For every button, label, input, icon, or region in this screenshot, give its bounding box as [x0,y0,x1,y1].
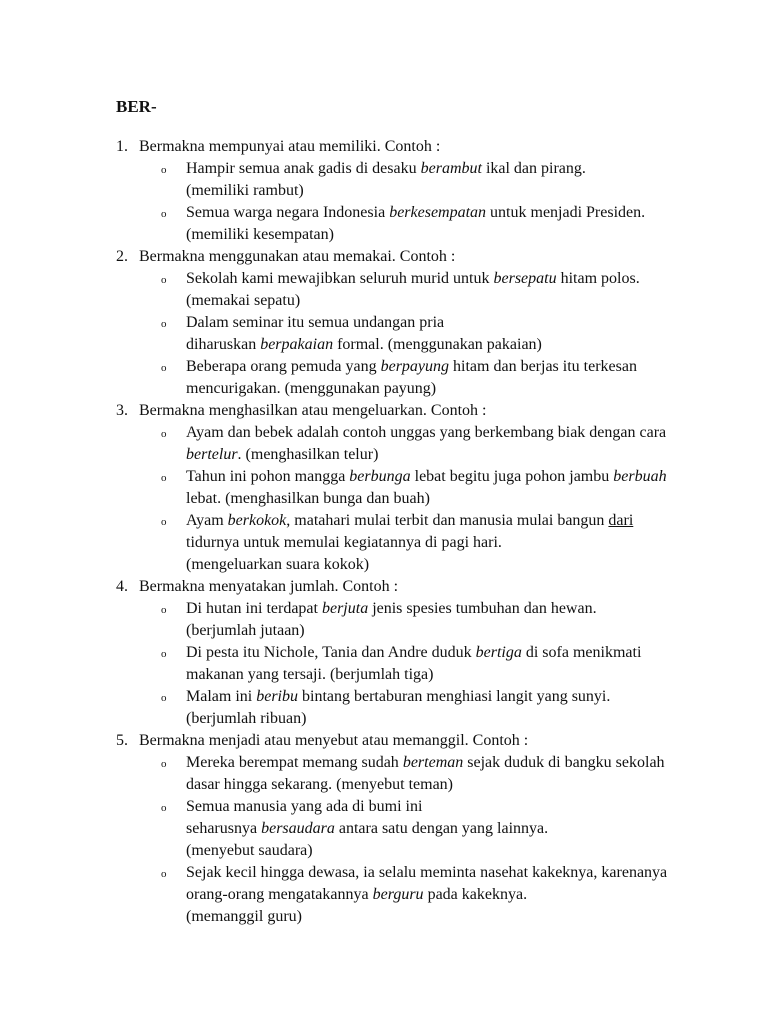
section-3 [116,400,696,576]
example-text-part: Malam ini [186,688,257,705]
document-heading: BER- [116,97,157,116]
example-keyword: bertiga [475,644,522,661]
bullet-icon: o [161,692,167,704]
example-text-part: bintang bertaburan menghiasi langit yang sunyi. [298,688,611,705]
example-text-part: untuk menjadi Presiden. (memiliki kesempatan) [186,204,646,243]
bullet-icon: o [161,472,167,484]
example-text [186,798,548,859]
example-keyword: bersepatu [493,270,557,287]
example-keyword: berteman [402,754,464,771]
example-list [116,598,696,730]
example-text [186,864,667,925]
section-2 [116,246,696,400]
example-keyword: berambut [420,160,482,177]
example-item [116,268,672,312]
example-text-part: Tahun ini pohon mangga [186,468,350,485]
example-text-part: hitam polos. (memakai sepatu) [186,270,640,309]
example-item [116,422,672,466]
example-item [116,466,672,510]
bullet-icon: o [161,868,167,880]
section-2-line [116,246,696,268]
example-text-part: Ayam dan bebek adalah contoh unggas yang berkembang biak dengan cara [186,424,667,441]
example-text [186,358,637,397]
bullet-icon: o [161,208,167,220]
bullet-icon: o [161,648,167,660]
section-5 [116,730,696,928]
example-text-part: seharusnya [186,820,262,837]
section-number: 5. [116,732,128,749]
bullet-icon: o [161,516,167,528]
example-keyword: berkesempatan [389,204,487,221]
bullet-icon: o [161,362,167,374]
example-text-part: jenis spesies tumbuhan dan hewan. [368,600,597,617]
example-text-part: Ayam [186,512,228,529]
example-text-part: , matahari mulai terbit dan manusia mulai bangun [286,512,609,529]
example-keyword: berbunga [349,468,411,485]
example-text-part: Dalam seminar itu semua undangan pria [186,314,445,331]
example-note: (memiliki rambut) [186,182,304,199]
example-note: (berjumlah ribuan) [186,710,307,727]
example-text-part: lebat. (menghasilkan bunga dan buah) [186,490,430,507]
example-text-part: diharuskan [186,336,261,353]
example-text-part: lebat begitu juga pohon jambu [410,468,614,485]
bullet-icon: o [161,428,167,440]
example-item [116,356,672,400]
example-keyword: beribu [256,688,298,705]
example-text-part: Beberapa orang pemuda yang [186,358,381,375]
section-title: Bermakna menggunakan atau memakai. Contoh : [139,248,456,265]
example-text [186,512,633,573]
bullet-icon: o [161,604,167,616]
bullet-icon: o [161,758,167,770]
example-keyword: berjuta [321,600,369,617]
example-text [186,270,640,309]
example-list [116,268,696,400]
section-title: Bermakna menjadi atau menyebut atau memanggil. Contoh : [139,732,529,749]
section-title: Bermakna menyatakan jumlah. Contoh : [139,578,399,595]
example-keyword: bertelur [186,446,238,463]
example-item [116,510,672,576]
example-item [116,862,672,928]
section-number: 1. [116,138,128,155]
example-text-part: hitam dan berjas itu terkesan mencurigakan. (menggunakan payung) [186,358,637,397]
example-item [116,796,672,862]
example-text-part: sejak duduk di bangku sekolah dasar hingga sekarang. (menyebut teman) [186,754,665,793]
example-item [116,202,672,246]
example-text [186,314,542,353]
example-text-part: Hampir semua anak gadis di desaku [186,160,421,177]
hyperlink-text[interactable]: dari [608,512,634,529]
section-number: 2. [116,248,128,265]
section-4 [116,576,696,730]
example-text [186,424,666,463]
example-text [186,644,641,683]
section-1 [116,136,696,246]
example-text-part: . (menghasilkan telur) [237,446,379,463]
example-text-part: Di hutan ini terdapat [186,600,322,617]
example-list [116,752,696,928]
meaning-list [116,136,696,928]
example-text-part: Sejak kecil hingga dewasa, ia selalu meminta nasehat kakeknya, karenanya orang-orang mengatakannya [186,864,668,903]
example-note: (menyebut saudara) [186,842,313,859]
example-text [186,600,597,639]
example-text-part: pada kakeknya. [423,886,528,903]
section-1-line [116,136,696,158]
section-number: 4. [116,578,128,595]
example-text [186,160,586,199]
example-keyword: berguru [372,886,424,903]
section-title: Bermakna menghasilkan atau mengeluarkan. Contoh : [139,402,487,419]
section-title: Bermakna mempunyai atau memiliki. Contoh : [139,138,441,155]
example-text-part: Semua manusia yang ada di bumi ini [186,798,423,815]
example-text-part: Semua warga negara Indonesia [186,204,390,221]
example-text-part: Di pesta itu Nichole, Tania dan Andre duduk [186,644,476,661]
example-text-part: formal. (menggunakan pakaian) [333,336,542,353]
example-keyword: berpayung [380,358,450,375]
section-3-line [116,400,696,422]
example-text-part: Sekolah kami mewajibkan seluruh murid untuk [186,270,494,287]
bullet-icon: o [161,318,167,330]
example-text-part: tidurnya untuk memulai kegiatannya di pagi hari. [186,534,502,551]
example-keyword: berbuah [613,468,667,485]
example-item [116,312,672,356]
example-text [186,754,665,793]
example-text [186,688,610,727]
example-text-part: di sofa menikmati makanan yang tersaji. (berjumlah tiga) [186,644,642,683]
example-text [186,204,645,243]
example-text [186,468,667,507]
bullet-icon: o [161,164,167,176]
bullet-icon: o [161,274,167,286]
example-note: (berjumlah jutaan) [186,622,305,639]
example-item [116,686,672,730]
bullet-icon: o [161,802,167,814]
example-text-part: antara satu dengan yang lainnya. [334,820,549,837]
section-4-line [116,576,696,598]
example-item [116,642,672,686]
section-5-line [116,730,696,752]
example-item [116,598,672,642]
example-item [116,752,672,796]
example-text-part: Mereka berempat memang sudah [186,754,403,771]
example-item [116,158,672,202]
example-text-part: ikal dan pirang. [481,160,586,177]
example-note: (memanggil guru) [186,908,302,925]
section-number: 3. [116,402,128,419]
example-note: (mengeluarkan suara kokok) [186,556,370,573]
example-list [116,422,696,576]
example-keyword: berpakaian [260,336,334,353]
example-list [116,158,696,246]
example-keyword: berkokok [227,512,287,529]
example-keyword: bersaudara [261,820,335,837]
